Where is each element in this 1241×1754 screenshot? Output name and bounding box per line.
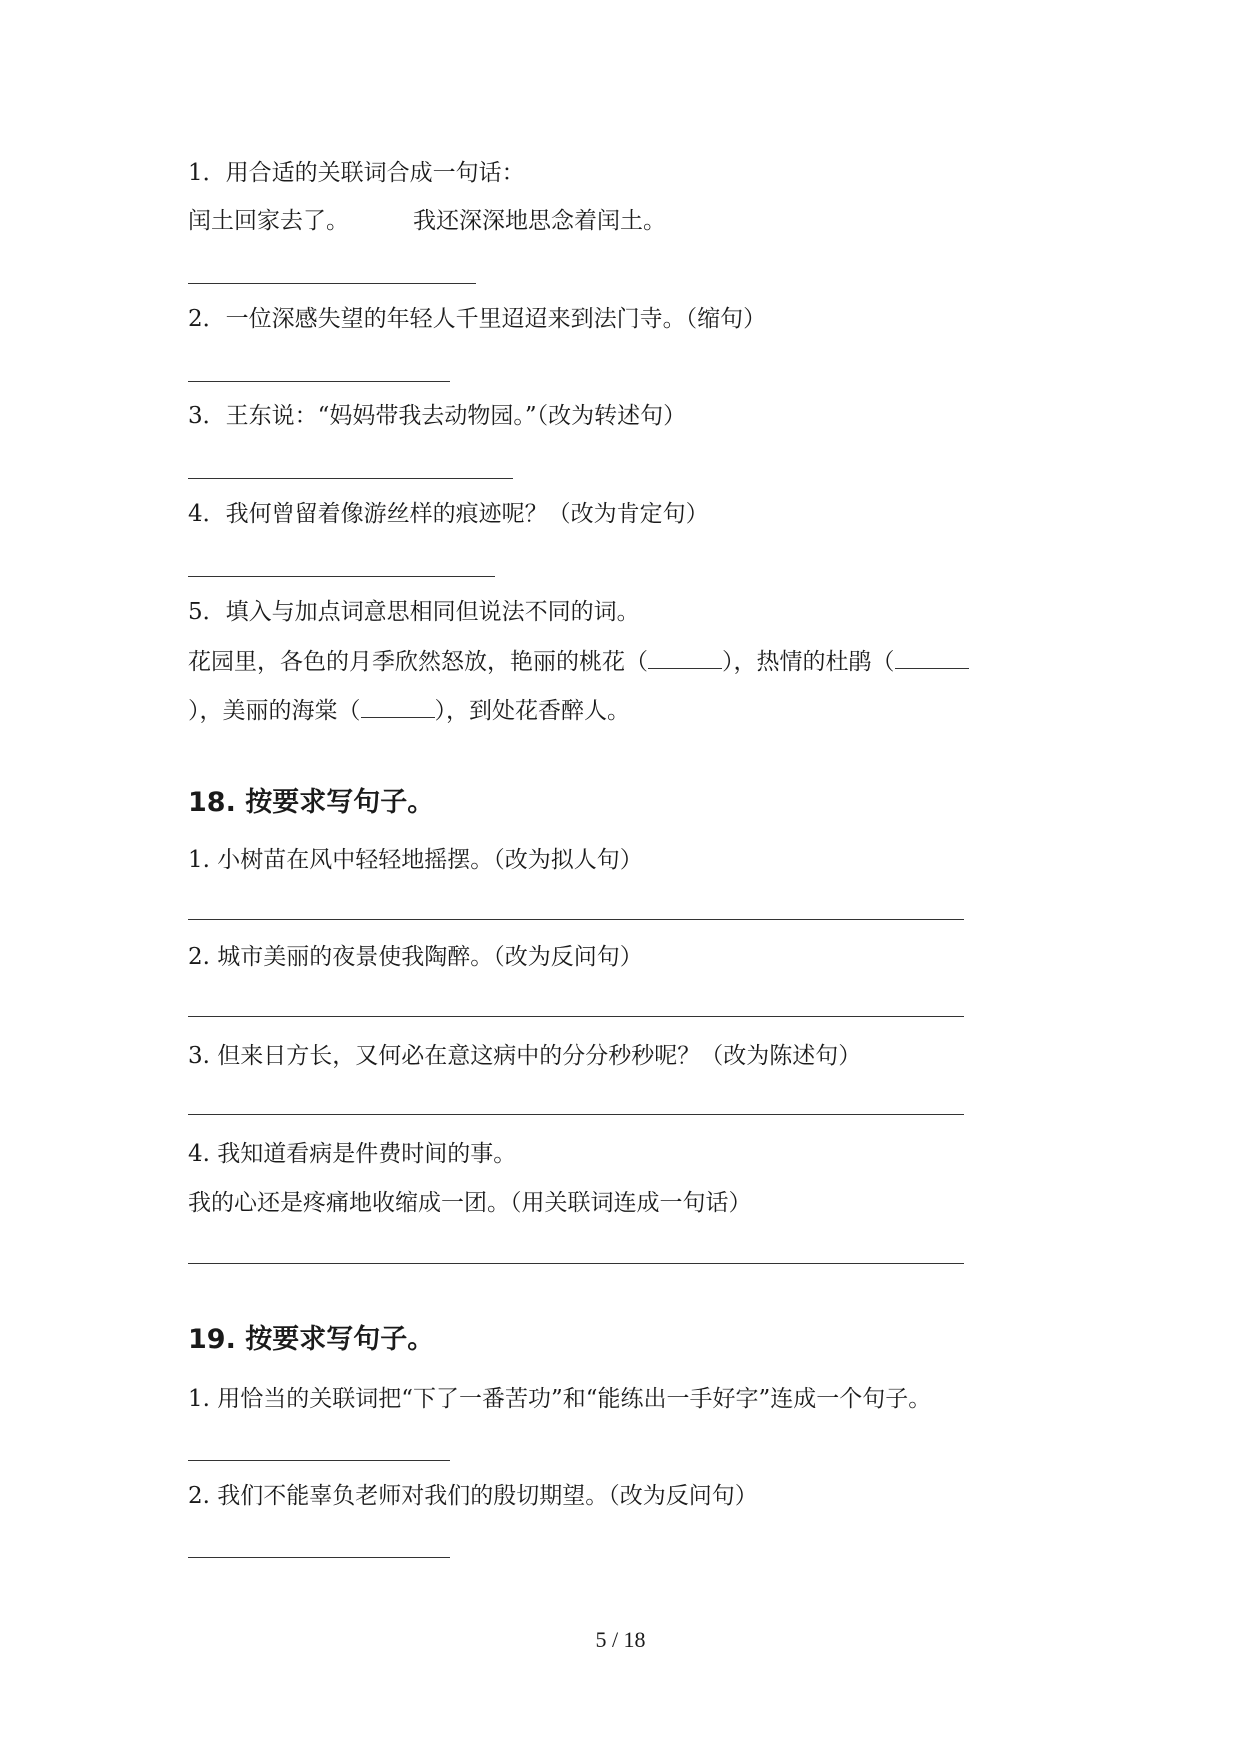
section-19-heading: 19. 按要求写句子。 [188, 1324, 435, 1355]
s18-q1-answer-line[interactable] [188, 919, 964, 920]
fill-blank-peach[interactable] [648, 646, 722, 669]
q3-prompt: 3．王东说：“妈妈带我去动物园。”（改为转述句） [188, 403, 687, 429]
s18-q4-answer-line[interactable] [188, 1263, 964, 1264]
q5-line-1 [188, 646, 969, 677]
fill-blank-azalea[interactable] [895, 646, 969, 669]
q1-answer-line[interactable] [188, 283, 476, 284]
s19-q2-answer-line[interactable] [188, 1557, 450, 1558]
q4-prompt: 4．我何曾留着像游丝样的痕迹呢？（改为肯定句） [188, 501, 709, 527]
q4-answer-line[interactable] [188, 576, 495, 577]
s18-q2-prompt: 2. 城市美丽的夜景使我陶醉。（改为反问句） [188, 944, 643, 970]
q1-title: 1．用合适的关联词合成一句话： [188, 160, 525, 186]
q5-line1-text-a: 花园里，各色的月季欣然怒放，艳丽的桃花（ [188, 649, 648, 675]
q5-line2-text-b: ），到处花香醉人。 [434, 698, 630, 724]
section-18-heading: 18. 按要求写句子。 [188, 787, 435, 818]
page-number: 5 / 18 [595, 1627, 646, 1652]
q5-title: 5．填入与加点词意思相同但说法不同的词。 [188, 599, 640, 625]
s19-q1-answer-line[interactable] [188, 1460, 450, 1461]
q3-answer-line[interactable] [188, 478, 513, 479]
s19-q2-prompt: 2. 我们不能辜负老师对我们的殷切期望。（改为反问句） [188, 1483, 758, 1509]
q5-line-2 [188, 695, 630, 726]
q5-line1-text-b: ），热情的杜鹃（ [722, 649, 895, 675]
s18-q1-prompt: 1. 小树苗在风中轻轻地摇摆。（改为拟人句） [188, 847, 643, 873]
s18-q2-answer-line[interactable] [188, 1016, 964, 1017]
q1-sentence-b: 我还深深地思念着闰土。 [413, 208, 666, 234]
s18-q4-line-2: 我的心还是疼痛地收缩成一团。（用关联词连成一句话） [188, 1190, 752, 1216]
s18-q4-line-1: 4. 我知道看病是件费时间的事。 [188, 1141, 517, 1167]
q2-answer-line[interactable] [188, 381, 450, 382]
s18-q3-answer-line[interactable] [188, 1114, 964, 1115]
q5-line2-text-a: ），美丽的海棠（ [188, 698, 361, 724]
fill-blank-begonia[interactable] [361, 695, 435, 718]
s19-q1-prompt: 1. 用恰当的关联词把“下了一番苦功”和“能练出一手好字”连成一个句子。 [188, 1386, 932, 1412]
q1-sentence-a: 闰土回家去了。 [188, 208, 349, 234]
q2-prompt: 2．一位深感失望的年轻人千里迢迢来到法门寺。（缩句） [188, 306, 767, 332]
s18-q3-prompt: 3. 但来日方长，又何必在意这病中的分分秒秒呢？（改为陈述句） [188, 1043, 862, 1069]
